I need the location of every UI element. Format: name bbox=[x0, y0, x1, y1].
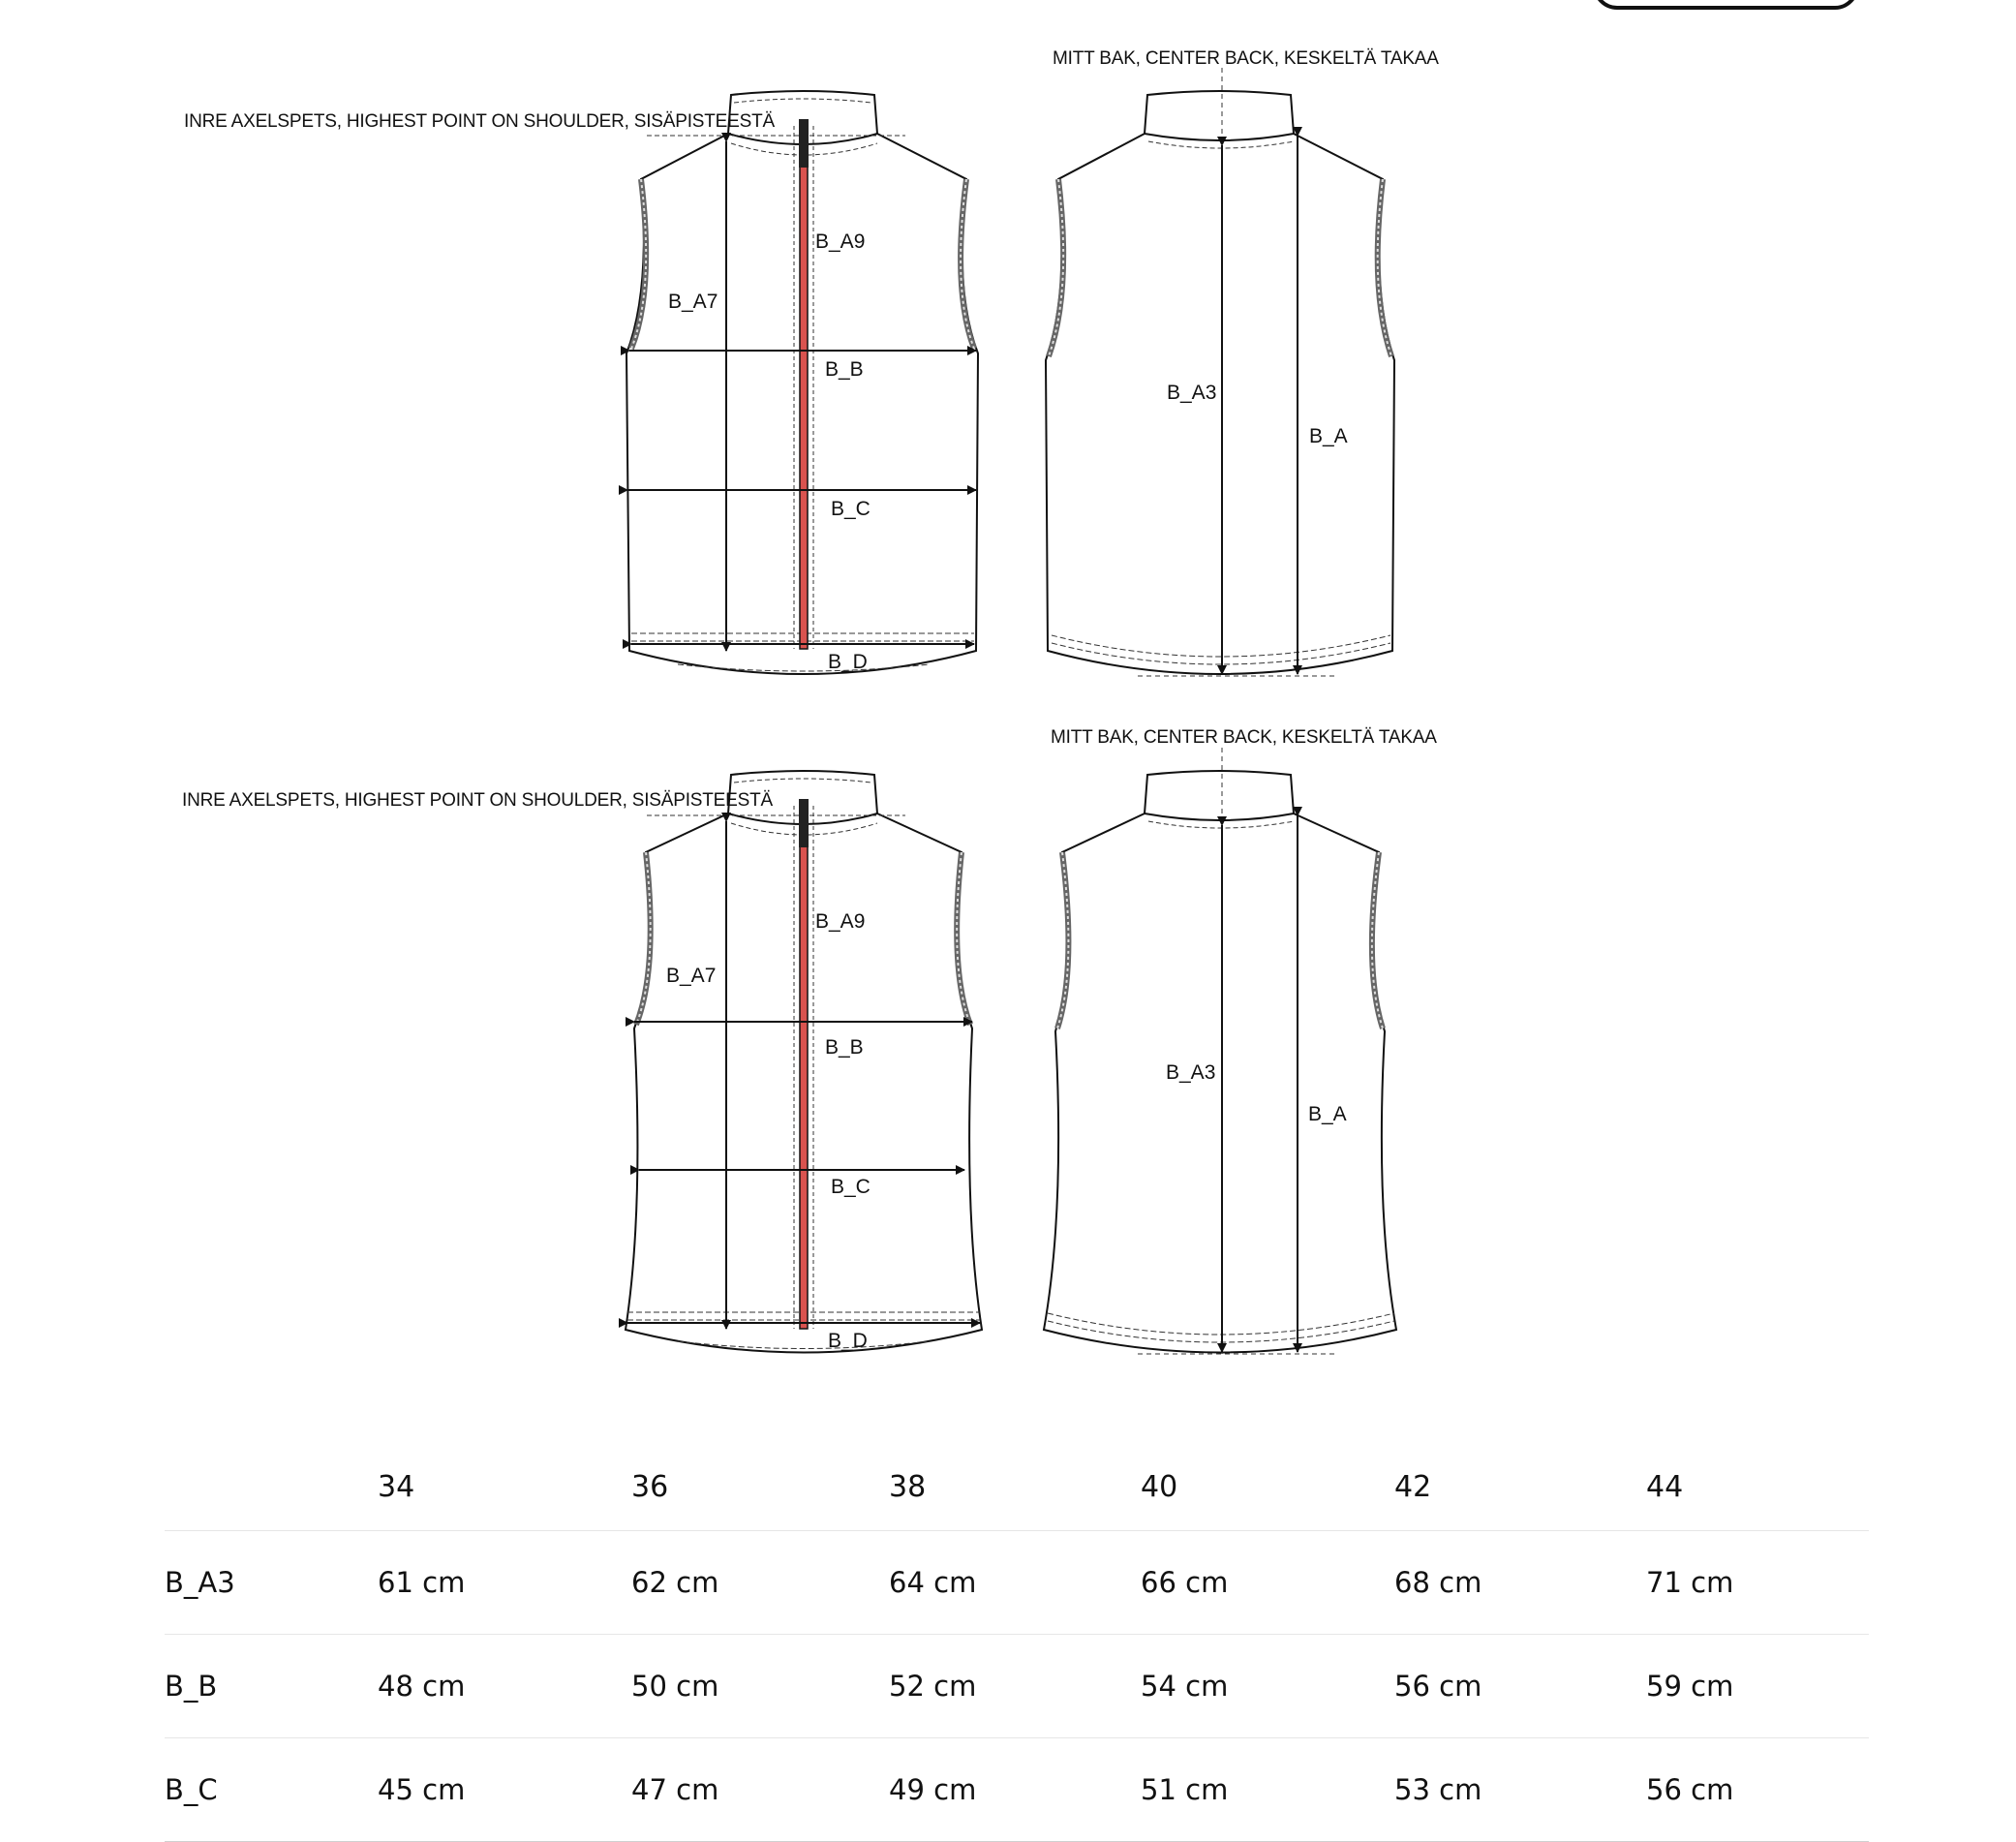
center-back-caption: MITT BAK, CENTER BACK, KESKELTÄ TAKAA bbox=[1051, 727, 1437, 748]
label-b-a9: B_A9 bbox=[815, 230, 866, 253]
shoulder-caption: INRE AXELSPETS, HIGHEST POINT ON SHOULDER, SISÄPISTEESTÄ bbox=[182, 790, 773, 811]
size-header-42: 42 bbox=[1394, 1470, 1432, 1504]
row-label: B_A3 bbox=[165, 1565, 235, 1599]
back-vest-bottom bbox=[1044, 727, 1437, 1354]
table-cell: 59 cm bbox=[1646, 1669, 1734, 1703]
table-row bbox=[165, 1634, 1869, 1737]
label-b-b: B_B bbox=[825, 358, 864, 381]
label-b-a3: B_A3 bbox=[1167, 382, 1217, 404]
label-b-a3: B_A3 bbox=[1166, 1061, 1216, 1084]
label-b-d: B_D bbox=[828, 651, 868, 673]
table-cell: 54 cm bbox=[1141, 1669, 1229, 1703]
table-cell: 64 cm bbox=[889, 1565, 977, 1599]
label-b-a7: B_A7 bbox=[666, 965, 717, 987]
size-header-row bbox=[165, 1433, 1869, 1530]
table-cell: 51 cm bbox=[1141, 1772, 1229, 1806]
table-cell: 47 cm bbox=[631, 1772, 719, 1806]
size-header-34: 34 bbox=[378, 1470, 415, 1504]
table-cell: 68 cm bbox=[1394, 1565, 1482, 1599]
table-cell: 66 cm bbox=[1141, 1565, 1229, 1599]
label-b-a9: B_A9 bbox=[815, 910, 866, 933]
table-cell: 49 cm bbox=[889, 1772, 977, 1806]
table-cell: 61 cm bbox=[378, 1565, 466, 1599]
center-back-caption: MITT BAK, CENTER BACK, KESKELTÄ TAKAA bbox=[1053, 48, 1439, 69]
size-header-40: 40 bbox=[1141, 1470, 1178, 1504]
label-b-a7: B_A7 bbox=[668, 291, 718, 313]
shoulder-caption: INRE AXELSPETS, HIGHEST POINT ON SHOULDER, SISÄPISTEESTÄ bbox=[184, 111, 775, 132]
back-vest-top bbox=[1046, 48, 1439, 676]
row-label: B_B bbox=[165, 1669, 218, 1703]
label-b-c: B_C bbox=[831, 498, 871, 520]
table-cell: 56 cm bbox=[1394, 1669, 1482, 1703]
table-cell: 48 cm bbox=[378, 1669, 466, 1703]
front-vest-bottom bbox=[182, 771, 982, 1353]
table-cell: 71 cm bbox=[1646, 1565, 1734, 1599]
table-row bbox=[165, 1530, 1869, 1634]
row-label: B_C bbox=[165, 1772, 218, 1806]
size-header-36: 36 bbox=[631, 1470, 669, 1504]
table-cell: 56 cm bbox=[1646, 1772, 1734, 1806]
table-cell: 52 cm bbox=[889, 1669, 977, 1703]
table-cell: 45 cm bbox=[378, 1772, 466, 1806]
table-cell: 50 cm bbox=[631, 1669, 719, 1703]
table-cell: 53 cm bbox=[1394, 1772, 1482, 1806]
front-vest-top bbox=[184, 91, 978, 674]
size-header-44: 44 bbox=[1646, 1470, 1684, 1504]
table-row bbox=[165, 1737, 1869, 1841]
size-header-38: 38 bbox=[889, 1470, 927, 1504]
label-b-b: B_B bbox=[825, 1036, 864, 1059]
label-b-a: B_A bbox=[1309, 425, 1348, 447]
label-b-a: B_A bbox=[1308, 1103, 1347, 1125]
table-cell: 62 cm bbox=[631, 1565, 719, 1599]
size-header-blank bbox=[165, 1433, 378, 1530]
size-table bbox=[165, 1433, 1869, 1842]
label-b-c: B_C bbox=[831, 1176, 871, 1198]
label-b-d: B_D bbox=[828, 1330, 868, 1352]
